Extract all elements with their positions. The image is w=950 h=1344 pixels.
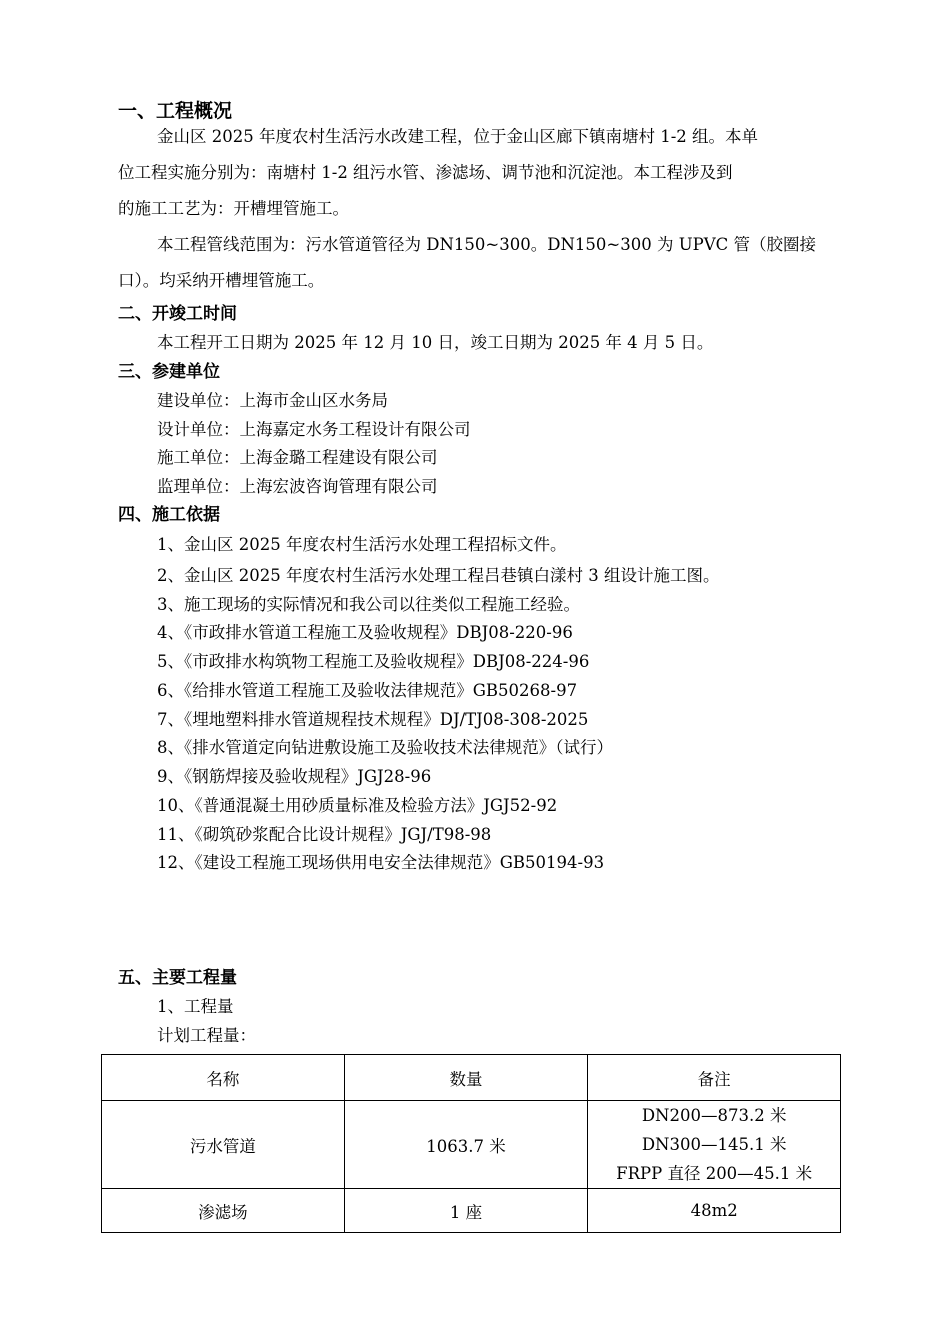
table-row bbox=[102, 1189, 841, 1233]
table-row bbox=[102, 1101, 841, 1189]
basis-item: 6、《给排水管道工程施工及验收法律规范》GB50268-97 bbox=[157, 681, 578, 700]
party-item: 建设单位：上海市金山区水务局 bbox=[157, 391, 388, 410]
basis-item: 4、《市政排水管道工程施工及验收规程》DBJ08-220-96 bbox=[157, 623, 573, 642]
overview-para2-line1: 本工程管线范围为：污水管道管径为 DN150~300。DN150~300 为 UPVC 管（胶圈接 bbox=[157, 235, 816, 254]
header-quantity: 数量 bbox=[344, 1055, 588, 1101]
basis-item: 1、金山区 2025 年度农村生活污水处理工程招标文件。 bbox=[157, 535, 567, 554]
cell-name: 渗滤场 bbox=[102, 1189, 345, 1233]
note-line: DN300—145.1 米 bbox=[641, 1135, 787, 1154]
header-notes: 备注 bbox=[588, 1055, 841, 1101]
basis-item: 7、《埋地塑料排水管道规程技术规程》DJ/TJ08-308-2025 bbox=[157, 710, 589, 729]
quantities-sub: 1、工程量 bbox=[157, 997, 234, 1016]
header-name: 名称 bbox=[102, 1055, 345, 1101]
overview-para1-line2: 位工程实施分别为：南塘村 1-2 组污水管、渗滤场、调节池和沉淀池。本工程涉及到 bbox=[118, 163, 733, 182]
overview-para1-line1: 金山区 2025 年度农村生活污水改建工程，位于金山区廊下镇南塘村 1-2 组。本单 bbox=[157, 127, 759, 146]
section-heading-schedule: 二、开竣工时间 bbox=[118, 304, 237, 324]
basis-item: 5、《市政排水构筑物工程施工及验收规程》DBJ08-224-96 bbox=[157, 652, 590, 671]
cell-name: 污水管道 bbox=[102, 1101, 345, 1189]
cell-notes bbox=[588, 1101, 841, 1189]
quantities-table bbox=[101, 1054, 841, 1233]
overview-para2-line2: 口）。均采纳开槽埋管施工。 bbox=[118, 271, 325, 290]
party-item: 监理单位：上海宏波咨询管理有限公司 bbox=[157, 477, 438, 496]
basis-item: 12、《建设工程施工现场供用电安全法律规范》GB50194-93 bbox=[157, 853, 605, 872]
section-heading-parties: 三、参建单位 bbox=[118, 362, 220, 382]
basis-item: 2、金山区 2025 年度农村生活污水处理工程吕巷镇白漾村 3 组设计施工图。 bbox=[157, 566, 720, 585]
overview-para1-line3: 的施工工艺为：开槽埋管施工。 bbox=[118, 199, 349, 218]
note-line: FRPP 直径 200—45.1 米 bbox=[616, 1164, 813, 1183]
basis-item: 8、《排水管道定向钻进敷设施工及验收技术法律规范》（试行） bbox=[157, 738, 613, 757]
basis-item: 3、施工现场的实际情况和我公司以往类似工程施工经验。 bbox=[157, 595, 580, 614]
section-heading-quantities: 五、主要工程量 bbox=[118, 968, 237, 988]
basis-item: 11、《砌筑砂浆配合比设计规程》JGJ/T98-98 bbox=[157, 825, 492, 844]
schedule-text: 本工程开工日期为 2025 年 12 月 10 日，竣工日期为 2025 年 4 月 5 日。 bbox=[157, 333, 714, 352]
note-line: 48m2 bbox=[690, 1201, 738, 1220]
section-heading-basis: 四、施工依据 bbox=[118, 505, 220, 525]
party-item: 施工单位：上海金璐工程建设有限公司 bbox=[157, 448, 438, 467]
planned-quantities-label: 计划工程量： bbox=[157, 1026, 256, 1045]
cell-notes bbox=[588, 1189, 841, 1233]
basis-item: 10、《普通混凝土用砂质量标准及检验方法》JGJ52-92 bbox=[157, 796, 558, 815]
cell-quantity: 1063.7 米 bbox=[344, 1101, 588, 1189]
note-line: DN200—873.2 米 bbox=[641, 1106, 787, 1125]
section-heading-overview: 一、工程概况 bbox=[118, 100, 233, 122]
party-item: 设计单位：上海嘉定水务工程设计有限公司 bbox=[157, 420, 471, 439]
table-header-row bbox=[102, 1055, 841, 1101]
cell-quantity: 1 座 bbox=[344, 1189, 588, 1233]
basis-item: 9、《钢筋焊接及验收规程》JGJ28-96 bbox=[157, 767, 432, 786]
